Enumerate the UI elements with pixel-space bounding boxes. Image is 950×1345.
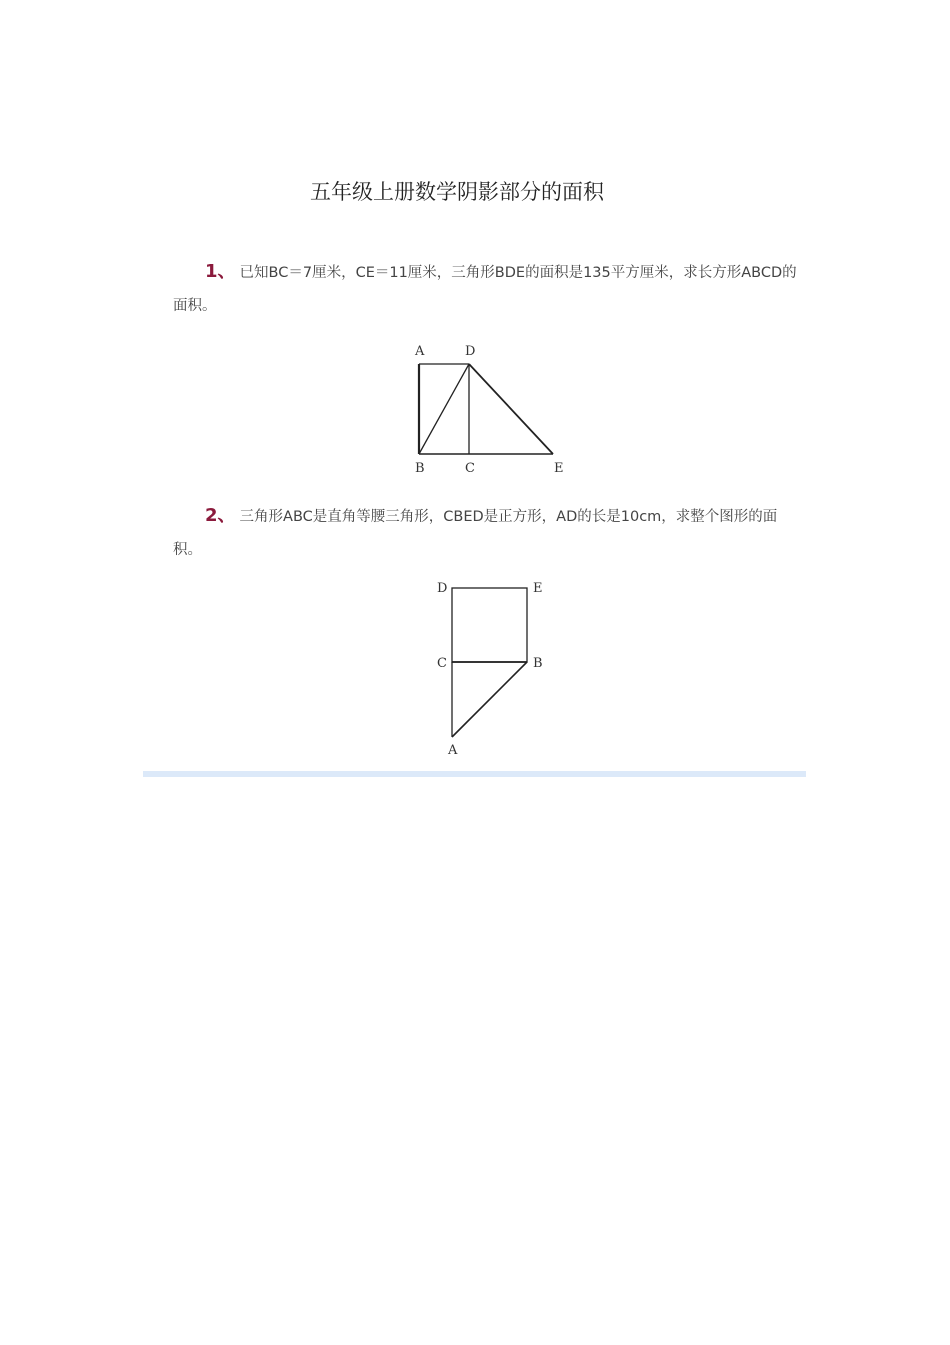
line-bd	[419, 364, 469, 454]
label-d: D	[465, 344, 476, 359]
problem-1-number: 1、	[205, 261, 236, 282]
divider	[143, 771, 806, 777]
problem-2-number: 2、	[205, 505, 236, 526]
label-b: B	[415, 461, 425, 476]
problem-2-text: 三角形ABC是直角等腰三角形，CBED是正方形，AD的长是10cm，求整个图形的面积。	[173, 509, 778, 558]
line-de	[469, 364, 553, 454]
figure-1	[405, 340, 575, 480]
label-a: A	[415, 344, 425, 359]
label-a: A	[448, 743, 458, 758]
line-ba	[452, 662, 527, 737]
label-c: C	[465, 461, 475, 476]
label-e: E	[533, 581, 543, 596]
figure-2	[430, 575, 550, 760]
label-c: C	[437, 656, 447, 671]
label-d: D	[437, 581, 448, 596]
page-title: 五年级上册数学阴影部分的面积	[310, 180, 604, 204]
label-e: E	[554, 461, 564, 476]
problem-1-text: 已知BC＝7厘米，CE＝11厘米，三角形BDE的面积是135平方厘米，求长方形ABCD的面积。	[173, 265, 797, 314]
label-b: B	[533, 656, 543, 671]
square-cbed	[452, 588, 527, 662]
problem-2	[173, 499, 803, 567]
problem-1	[173, 255, 803, 323]
